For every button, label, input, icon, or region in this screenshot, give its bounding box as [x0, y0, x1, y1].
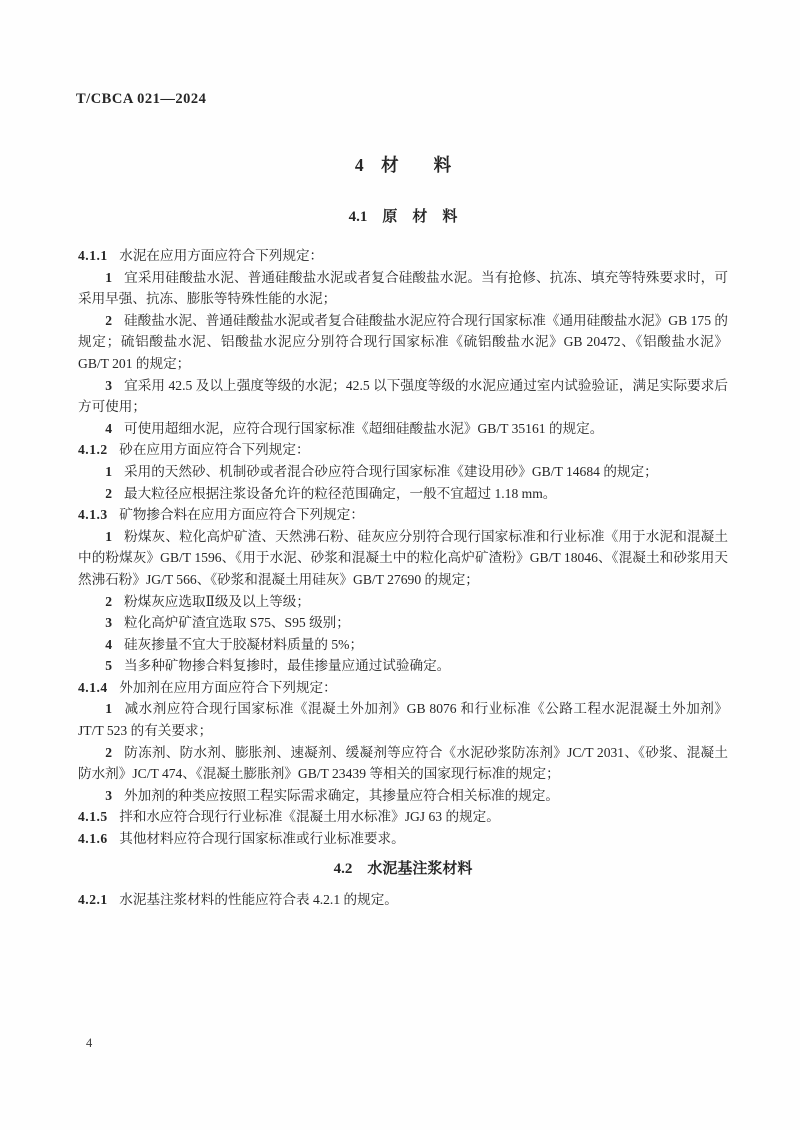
- item-4-1-4-1: [78, 698, 728, 741]
- item-4-1-3-1: [78, 526, 728, 591]
- item-4-1-4-2: [78, 742, 728, 785]
- item-4-1-3-3: [78, 612, 728, 634]
- clause-number: 4.1.2: [78, 442, 108, 458]
- clause-4-1-3: [78, 504, 728, 526]
- item-4-1-4-3: [78, 785, 728, 807]
- section-heading-4-2: 4.2 水泥基注浆材料: [333, 860, 473, 877]
- item-text: 粒化高炉矿渣宜选取 S75、S95 级别；: [124, 615, 350, 631]
- item-text: 最大粒径应根据注浆设备允许的粒径范围确定，一般不宜超过 1.18 mm。: [124, 485, 557, 501]
- item-text: 粉煤灰应选取Ⅱ级及以上等级；: [124, 593, 310, 609]
- clause-number: 4.1.4: [78, 679, 108, 695]
- item-text: 当多种矿物掺合料复掺时，最佳掺量应通过试验确定。: [124, 658, 451, 674]
- clause-number: 4.1.1: [78, 248, 108, 263]
- item-4-1-2-2: [78, 483, 728, 505]
- item-text: 可使用超细水泥，应符合现行国家标准《超细硅酸盐水泥》GB/T 35161 的规定。: [124, 420, 604, 436]
- item-number: 2: [105, 312, 113, 328]
- clause-text: 水泥在应用方面应符合下列规定：: [119, 248, 324, 263]
- section-4-2-content: [78, 889, 728, 911]
- item-text: 硅灰掺量不宜大于胶凝材料质量的 5%；: [124, 636, 364, 652]
- item-4-1-1-4: [78, 418, 728, 440]
- item-number: 4: [105, 420, 113, 436]
- item-number: 2: [105, 485, 113, 501]
- item-number: 3: [105, 377, 113, 393]
- main-column: [78, 153, 728, 910]
- item-4-1-3-2: [78, 591, 728, 613]
- clause-4-1-5: [78, 806, 728, 828]
- item-number: 2: [105, 744, 113, 760]
- clause-number: 4.1.3: [78, 507, 108, 523]
- item-number: 4: [105, 636, 113, 652]
- item-4-1-1-1: [78, 267, 728, 310]
- clause-text: 拌和水应符合现行行业标准《混凝土用水标准》JGJ 63 的规定。: [119, 809, 500, 825]
- item-text: 宜采用 42.5 及以上强度等级的水泥；42.5 以下强度等级的水泥应通过室内试验验证，满足实际要求后方可使用；: [78, 377, 728, 415]
- clause-text: 外加剂在应用方面应符合下列规定：: [119, 679, 337, 695]
- item-number: 5: [105, 658, 113, 674]
- item-4-1-1-2: [78, 310, 728, 375]
- clause-4-1-1: [78, 245, 728, 267]
- clause-4-1-4: [78, 677, 728, 699]
- item-text: 采用的天然砂、机制砂或者混合砂应符合现行国家标准《建设用砂》GB/T 14684 的规定；: [124, 463, 658, 479]
- standard-number: T/CBCA 021—2024: [76, 91, 207, 107]
- item-text: 减水剂应符合现行国家标准《混凝土外加剂》GB 8076 和行业标准《公路工程水泥混凝土外加剂》JT/T 523 的有关要求；: [78, 701, 728, 739]
- item-4-1-1-3: [78, 375, 728, 418]
- item-text: 硅酸盐水泥、普通硅酸盐水泥或者复合硅酸盐水泥应符合现行国家标准《通用硅酸盐水泥》GB 175 的规定；硫铝酸盐水泥、铝酸盐水泥应分别符合现行国家标准《硫铝酸盐水泥》GB 20472、《铝酸盐水泥》GB/T 201 的规定；: [78, 312, 728, 371]
- clause-text: 砂在应用方面应符合下列规定：: [119, 442, 310, 458]
- item-text: 防冻剂、防水剂、膨胀剂、速凝剂、缓凝剂等应符合《水泥砂浆防冻剂》JC/T 2031、《砂浆、混凝土防水剂》JC/T 474、《混凝土膨胀剂》GB/T 23439 等相关的国家现行标准的规定；: [78, 744, 728, 782]
- clause-number: 4.1.5: [78, 809, 108, 825]
- clause-number: 4.1.6: [78, 831, 108, 847]
- clause-text: 其他材料应符合现行国家标准或行业标准要求。: [119, 831, 405, 847]
- item-number: 1: [105, 463, 113, 479]
- clause-text: 水泥基注浆材料的性能应符合表 4.2.1 的规定。: [119, 891, 398, 907]
- item-4-1-2-1: [78, 461, 728, 483]
- section-4-1-content: [78, 245, 728, 850]
- item-number: 3: [105, 615, 113, 631]
- item-text: 粉煤灰、粒化高炉矿渣、天然沸石粉、硅灰应分别符合现行国家标准和行业标准《用于水泥和混凝土中的粉煤灰》GB/T 1596、《用于水泥、砂浆和混凝土中的粒化高炉矿渣粉》GB/T 18046、《混凝土和砂浆用天然沸石粉》JG/T 566、《砂浆和混凝土用硅灰》GB/T 27690 的规定；: [78, 528, 728, 587]
- clause-text: 矿物掺合料在应用方面应符合下列规定：: [119, 507, 364, 523]
- section-heading-4-1: 4.1 原 材 料: [348, 209, 458, 225]
- clause-4-1-2: [78, 439, 728, 461]
- chapter-title: 4 材 料: [354, 155, 452, 175]
- page-number: 4: [86, 1036, 93, 1050]
- item-number: 1: [105, 528, 113, 544]
- clause-4-2-1: [78, 889, 728, 911]
- item-4-1-3-5: [78, 655, 728, 677]
- item-number: 3: [105, 787, 113, 803]
- item-4-1-3-4: [78, 634, 728, 656]
- clause-4-1-6: [78, 828, 728, 850]
- item-number: 1: [105, 701, 113, 717]
- item-number: 1: [105, 269, 113, 285]
- clause-number: 4.2.1: [78, 891, 108, 907]
- item-text: 外加剂的种类应按照工程实际需求确定，其掺量应符合相关标准的规定。: [124, 787, 560, 803]
- item-text: 宜采用硅酸盐水泥、普通硅酸盐水泥或者复合硅酸盐水泥。当有抢修、抗冻、填充等特殊要求时，可采用早强、抗冻、膨胀等特殊性能的水泥；: [78, 269, 728, 307]
- item-number: 2: [105, 593, 113, 609]
